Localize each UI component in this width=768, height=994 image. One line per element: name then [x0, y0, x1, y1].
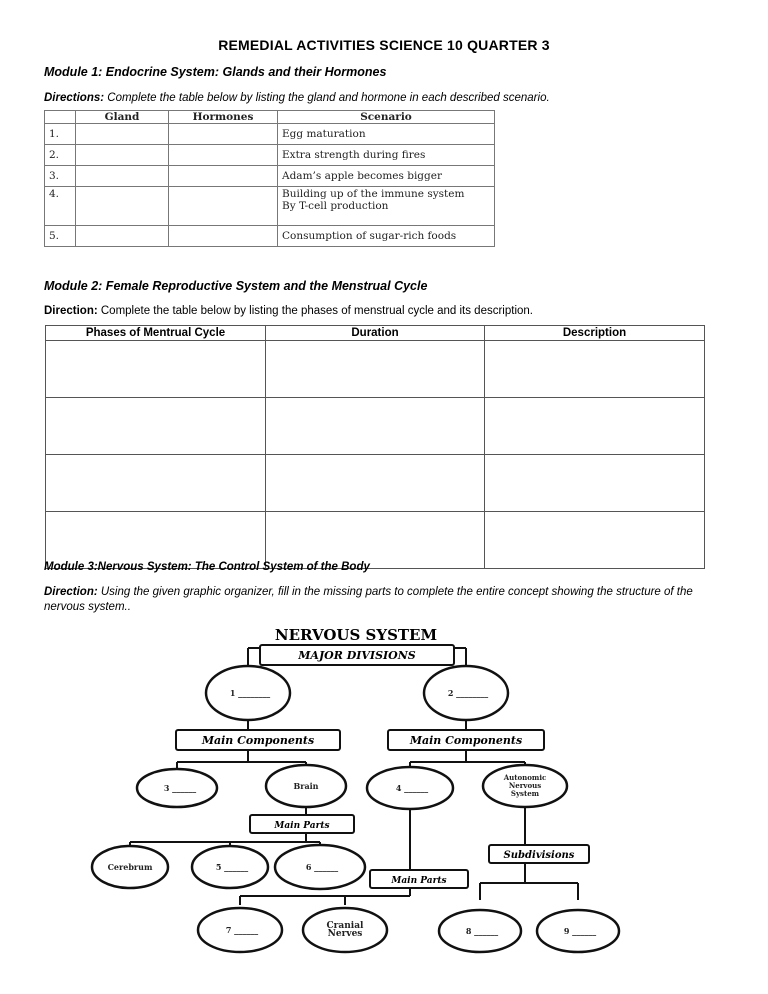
scenario-line-2: By T-cell production: [282, 200, 389, 212]
col-header-gland: Gland: [76, 111, 169, 124]
gland-cell[interactable]: [76, 226, 169, 247]
node-8-blank[interactable]: 8 ______: [465, 926, 499, 936]
row-number: 1.: [45, 124, 76, 145]
ans-label-3: System: [510, 789, 540, 798]
phase-cell[interactable]: [46, 398, 266, 455]
table-row: [45, 166, 495, 187]
col-header-duration: Duration: [266, 326, 485, 341]
row-number: 5.: [45, 226, 76, 247]
subdivisions-label: Subdivisions: [503, 850, 575, 861]
col-header-hormones: Hormones: [169, 111, 278, 124]
hormones-cell[interactable]: [169, 166, 278, 187]
description-cell[interactable]: [485, 455, 705, 512]
col-header-description: Description: [485, 326, 705, 341]
directions-text: Complete the table below by listing the phases of menstrual cycle and its description.: [97, 305, 533, 317]
cranial-label-1: Cranial: [326, 921, 364, 931]
node-4-blank[interactable]: 4 ______: [395, 783, 429, 793]
row-number: 4.: [45, 187, 76, 226]
module1-directions: [44, 92, 550, 104]
col-header-scenario: Scenario: [278, 111, 495, 124]
table-row: [45, 145, 495, 166]
table-row: [45, 124, 495, 145]
diagram-title: NERVOUS SYSTEM: [274, 626, 438, 644]
phase-cell[interactable]: [46, 341, 266, 398]
scenario-cell: Egg maturation: [278, 124, 495, 145]
gland-cell[interactable]: [76, 187, 169, 226]
directions-text: Using the given graphic organizer, fill in the missing parts to complete the entire concept showing the structure of the nervous system..: [44, 586, 693, 613]
duration-cell[interactable]: [266, 455, 485, 512]
description-cell[interactable]: [485, 341, 705, 398]
nervous-system-diagram: [90, 620, 630, 970]
module3-directions: [44, 585, 704, 615]
row-number: 3.: [45, 166, 76, 187]
directions-text: Complete the table below by listing the gland and hormone in each described scenario.: [104, 92, 550, 104]
node-5-blank[interactable]: 5 ______: [215, 862, 249, 872]
scenario-cell: Consumption of sugar-rich foods: [278, 226, 495, 247]
node-7-blank[interactable]: 7 ______: [225, 925, 259, 935]
col-header-num: [45, 111, 76, 124]
main-components-left-label: Main Components: [201, 734, 315, 747]
module2-heading: Module 2: Female Reproductive System and the Menstrual Cycle: [44, 279, 428, 293]
hormones-cell[interactable]: [169, 226, 278, 247]
duration-cell[interactable]: [266, 341, 485, 398]
table-row: [45, 187, 495, 226]
node-6-blank[interactable]: 6 ______: [305, 862, 339, 872]
node-2-blank[interactable]: 2 ________: [447, 688, 489, 698]
module2-directions: [44, 305, 533, 317]
table-header-row: [45, 111, 495, 124]
phase-cell[interactable]: [46, 512, 266, 569]
gland-cell[interactable]: [76, 124, 169, 145]
main-components-right-label: Main Components: [409, 734, 523, 747]
module1-heading: Module 1: Endocrine System: Glands and their Hormones: [44, 65, 387, 79]
endocrine-table: [44, 110, 495, 247]
module3-heading: Module 3:Nervous System: The Control System of the Body: [44, 561, 370, 573]
scenario-cell: Adam’s apple becomes bigger: [278, 166, 495, 187]
main-parts-nerves-label: Main Parts: [391, 876, 447, 886]
hormones-cell[interactable]: [169, 145, 278, 166]
duration-cell[interactable]: [266, 398, 485, 455]
cranial-label-2: Nerves: [327, 929, 363, 939]
brain-label: Brain: [293, 781, 319, 791]
main-parts-brain-label: Main Parts: [274, 821, 330, 831]
major-divisions-label: MAJOR DIVISIONS: [298, 649, 416, 662]
document-title: REMEDIAL ACTIVITIES SCIENCE 10 QUARTER 3: [218, 37, 550, 53]
phase-cell[interactable]: [46, 455, 266, 512]
table-row: [46, 455, 705, 512]
table-row: [46, 512, 705, 569]
row-number: 2.: [45, 145, 76, 166]
description-cell[interactable]: [485, 398, 705, 455]
table-row: [46, 398, 705, 455]
hormones-cell[interactable]: [169, 124, 278, 145]
cerebrum-label: Cerebrum: [107, 862, 153, 872]
node-1-blank[interactable]: 1 ________: [229, 688, 271, 698]
ans-label-2: Nervous: [508, 781, 542, 790]
menstrual-cycle-table: [45, 325, 705, 569]
scenario-line-1: Building up of the immune system: [282, 188, 465, 200]
table-row: [45, 226, 495, 247]
hormones-cell[interactable]: [169, 187, 278, 226]
duration-cell[interactable]: [266, 512, 485, 569]
ans-label-1: Autonomic: [503, 773, 547, 782]
scenario-cell: [278, 187, 495, 226]
directions-label: Directions:: [44, 92, 105, 104]
directions-label: Direction:: [44, 305, 98, 317]
table-header-row: [46, 326, 705, 341]
node-9-blank[interactable]: 9 ______: [563, 926, 597, 936]
gland-cell[interactable]: [76, 166, 169, 187]
table-row: [46, 341, 705, 398]
directions-label: Direction:: [44, 586, 98, 598]
gland-cell[interactable]: [76, 145, 169, 166]
col-header-phases: Phases of Mentrual Cycle: [46, 326, 266, 341]
scenario-cell: Extra strength during fires: [278, 145, 495, 166]
description-cell[interactable]: [485, 512, 705, 569]
node-3-blank[interactable]: 3 ______: [163, 783, 197, 793]
